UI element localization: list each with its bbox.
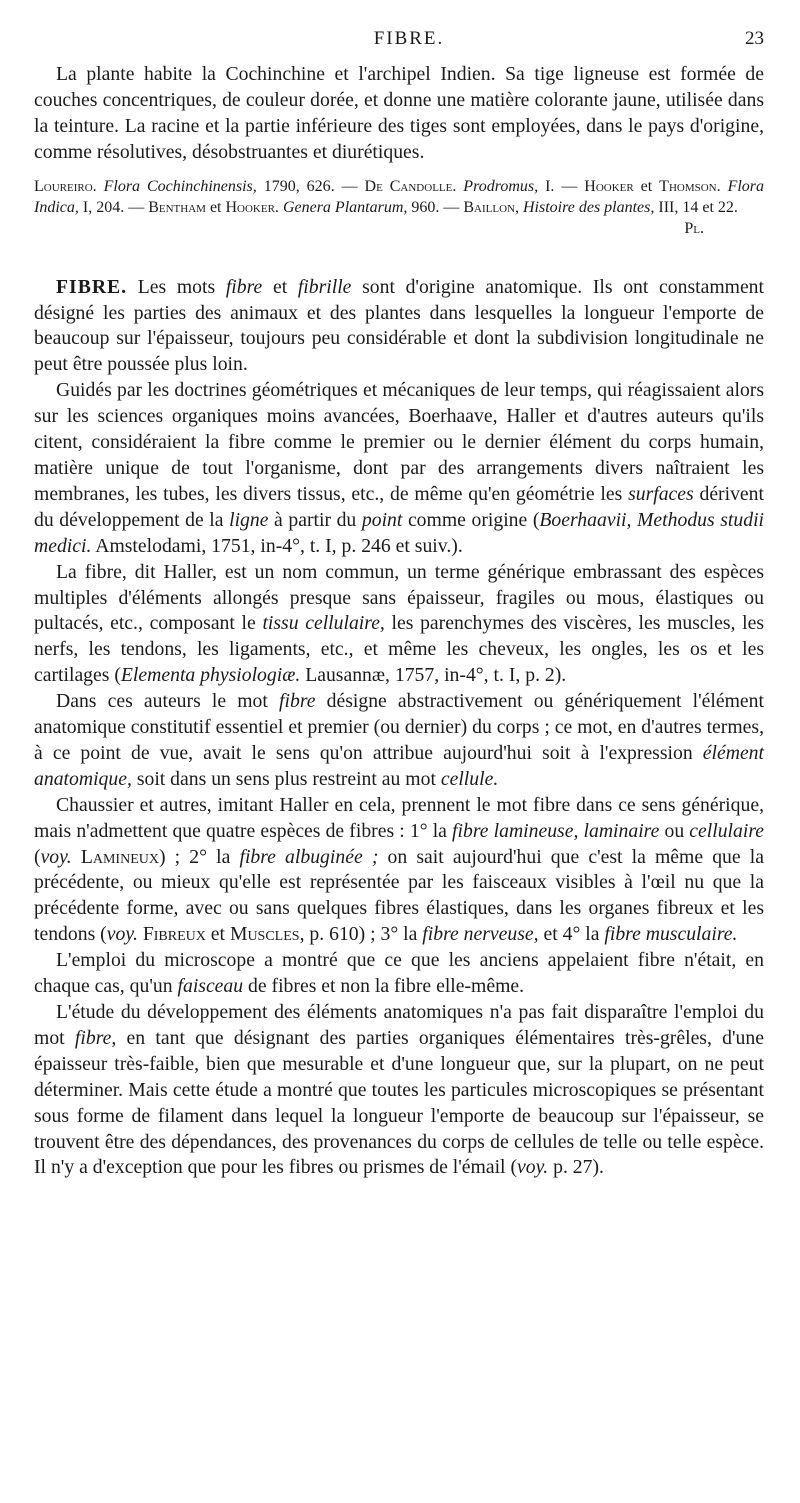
text-run: désigne abstractivement ou génériquement l'élément anatomique constitutif essentiel et premier (ou dernier) du corps ; ce mot, en d'autres termes, à ce point de vue, avait le sens qu'on attribue aujourd'hui soit à l'expression xyxy=(34,690,764,764)
ref-author: De Candolle. xyxy=(364,177,464,195)
previous-entry-paragraph: La plante habite la Cochinchine et l'archipel Indien. Sa tige ligneuse est formée de couches concentriques, de couleur dorée, et donne une matière colorante jaune, utilisée dans la teinture. La racine et la partie inférieure des tiges sont employées, dans le pays d'origine, comme résolutives, désobstruantes et diurétiques. xyxy=(34,63,764,163)
text-run: ou xyxy=(659,819,690,842)
italic-term: voy. xyxy=(106,923,138,946)
entry-paragraph-7 xyxy=(34,1000,764,1181)
text-run: Guidés par les doctrines géométriques et mécaniques de leur temps, qui réagissaient alors sur les sciences organiques moins avancées, Boerhaave, Haller et d'autres auteurs qu'ils citent, considéraient la fibre comme le premier ou le dernier élément du corps humain, matière unique de tout l'organisme, dont par des arrangements divers naîtraient les membranes, les tubes, les divers tissus, etc., de même qu'en géométrie les xyxy=(34,379,764,505)
ref-author: Loureiro. xyxy=(34,177,104,195)
text-run: et xyxy=(205,923,230,946)
text-run: en tant que désignant des parties organiques élémentaires très-grêles, d'une épaisseur très-faible, bien que mesurable et d'une longueur que, sur la plupart, on ne peut déterminer. Mais cette étude a montré que toutes les particules microscopiques se présentant sous forme de filament dans lequel la longueur l'emporte de beaucoup sur l'épaisseur, se trouvent être des dépendances, des provenances du corps de cellules de telle ou telle espèce. Il n'y a d'exception que pour les fibres ou prismes de l'émail ( xyxy=(34,1026,764,1179)
page-number: 23 xyxy=(745,28,764,49)
italic-term: élément anatomique, xyxy=(34,741,764,790)
ref-author: Hooker xyxy=(584,177,641,195)
entry-paragraph-6 xyxy=(34,948,764,1000)
text-run: ( xyxy=(34,845,41,868)
ref-detail: 1790, 626. — xyxy=(263,177,365,195)
entry-paragraph-3 xyxy=(34,560,764,690)
cross-reference: Muscles, xyxy=(229,923,305,946)
ref-work: Flora Cochinchinensis, xyxy=(103,177,264,195)
text-run: de fibres et non la fibre elle-même. xyxy=(243,975,525,998)
entry-paragraph-5 xyxy=(34,793,764,948)
text-run: Les mots xyxy=(127,275,226,298)
cross-reference: Fibreux xyxy=(137,923,206,946)
italic-term: cellulaire xyxy=(689,819,765,842)
text-run: les parenchymes des viscères, les muscles, les nerfs, les tendons, les ligaments, etc., et même les cheveux, les ongles, les os et les cartilages ( xyxy=(34,612,764,687)
text-run: Dans ces auteurs le mot xyxy=(56,690,280,713)
ref-detail: et xyxy=(209,198,226,216)
ref-work: Flora Indica, xyxy=(34,177,765,216)
italic-citation: Elementa physiologiæ. xyxy=(120,664,301,687)
text-run: on sait aujourd'hui que c'est la même que la précédente, ou mieux qu'elle est représentée par les faisceaux visibles à l'œil nu que la précédente forme, avec ou sans quelques fibres élastiques, dans les organes fibreux et les tendons ( xyxy=(34,845,764,946)
ref-work: Histoire des plantes, xyxy=(522,198,659,216)
body-text xyxy=(34,62,764,1181)
text-run: dérivent du développement de la xyxy=(34,482,764,531)
text-run: p. 27). xyxy=(548,1156,604,1179)
text-run: L'emploi du microscope a montré que ce que les anciens appelaient fibre n'était, en chaque cas, qu'un xyxy=(34,949,764,998)
italic-term: fibre xyxy=(279,690,316,713)
italic-term: fibre albuginée ; xyxy=(239,845,379,868)
text-run: p. 610) ; 3° la xyxy=(304,923,423,946)
text-run: ) ; 2° la xyxy=(158,845,240,868)
ref-author: Bentham xyxy=(148,198,210,216)
text-run: Amstelodami, 1751, in-4°, t. I, p. 246 et suiv.). xyxy=(91,534,463,557)
ref-work: Genera Plantarum, xyxy=(282,198,412,216)
ref-author: Baillon, xyxy=(463,198,523,216)
ref-detail: et xyxy=(640,177,660,195)
text-run: Chaussier et autres, imitant Haller en cela, prennent le mot fibre dans ce sens générique, mais n'admettent que quatre espèces de fibres : 1° la xyxy=(34,793,764,842)
text-run: L'étude du développement des éléments anatomiques n'a pas fait disparaître l'emploi du mot xyxy=(34,1001,764,1049)
cross-reference: Lamineux xyxy=(71,845,159,868)
text-run: La fibre, dit Haller, est un nom commun, un terme générique embrassant des espèces multiples d'éléments allongés presque sans épaisseur, fragiles ou mous, élastiques ou pultacés, etc., composant le xyxy=(34,560,764,635)
bibliography-references xyxy=(34,176,764,239)
text-run: comme origine ( xyxy=(402,508,540,531)
italic-term: fibre, xyxy=(74,1026,117,1049)
italic-term: point xyxy=(361,508,403,531)
ref-detail: 960. — xyxy=(411,198,464,216)
italic-citation: Boerhaavii, Methodus studii medici. xyxy=(34,508,765,557)
italic-term: cellule. xyxy=(440,767,499,790)
italic-term: fibrille xyxy=(297,275,352,298)
ref-author: Thomson. xyxy=(659,177,728,195)
italic-term: ligne xyxy=(229,508,269,531)
entry-headword: FIBRE. xyxy=(56,275,128,298)
ref-work: Prodromus, xyxy=(463,177,546,195)
text-run: et xyxy=(262,275,298,298)
page-header xyxy=(54,28,764,58)
text-run: sont d'origine anatomique. Ils ont constamment désigné les parties des animaux et des plantes dans lesquelles la longueur l'emporte de beaucoup sur l'épaisseur, toujours peu considérable et dont la subdivision longitudinale ne peut être poussée plus loin. xyxy=(34,275,764,376)
running-title: FIBRE. xyxy=(373,28,445,49)
ref-detail: I, 204. — xyxy=(82,198,149,216)
text-run: et 4° la xyxy=(538,923,605,946)
italic-term: fibre xyxy=(225,275,263,298)
ref-detail: I. — xyxy=(545,177,585,195)
italic-term: surfaces xyxy=(628,482,694,505)
italic-term: fibre musculaire. xyxy=(604,923,738,946)
italic-term: fibre nerveuse, xyxy=(422,923,539,946)
italic-term: fibre lamineuse, laminaire xyxy=(452,819,660,842)
entry-separator xyxy=(34,239,764,275)
ref-author: Hooker. xyxy=(225,198,283,216)
italic-term: voy. xyxy=(517,1156,549,1179)
text-run: à partir du xyxy=(268,508,362,531)
entry-paragraph-2 xyxy=(34,378,764,559)
italic-term: voy. xyxy=(40,845,72,868)
ref-detail: III, 14 et 22. xyxy=(658,198,738,216)
entry-paragraph-1 xyxy=(34,275,764,379)
text-run: Lausannæ, 1757, in-4°, t. I, p. 2). xyxy=(300,664,567,687)
text-run: soit dans un sens plus restreint au mot xyxy=(131,767,441,790)
author-signature: Pl. xyxy=(684,219,704,237)
italic-term: tissu cellulaire, xyxy=(262,612,385,635)
italic-term: faisceau xyxy=(177,975,244,998)
entry-paragraph-4 xyxy=(34,689,764,793)
